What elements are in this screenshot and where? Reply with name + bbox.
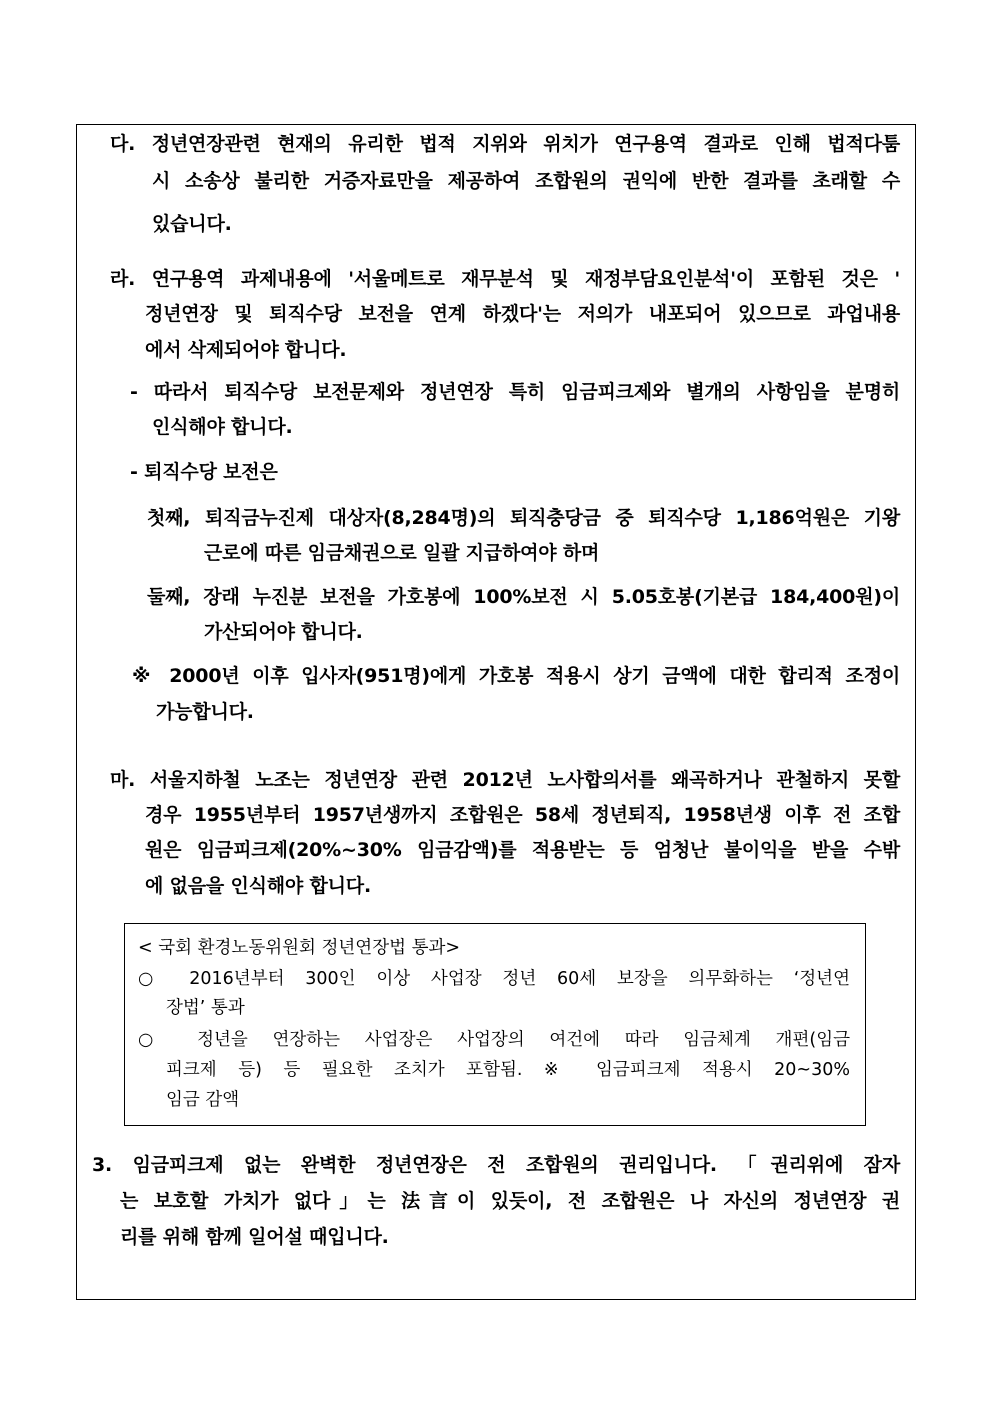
section-ma-line-4: 에 없음을 인식해야 합니다. xyxy=(145,875,371,897)
section-ma-line-2: 경우 1955년부터 1957년생까지 조합원은 58세 정년퇴직, 1958년생 이후 전 조합 xyxy=(145,804,900,826)
section-ma-line-1: 마. 서울지하철 노조는 정년연장 관련 2012년 노사합의서를 왜곡하거나 관철하지 못할 xyxy=(110,769,900,791)
section-ra-line-2: 정년연장 및 퇴직수당 보전을 연계 하겠다'는 저의가 내포되어 있으므로 과업내용 xyxy=(145,303,900,325)
bullet-1-line-1: - 따라서 퇴직수당 보전문제와 정년연장 특히 임금피크제와 별개의 사항임을 분명히 xyxy=(130,381,901,403)
bullet-2: - 퇴직수당 보전은 xyxy=(130,461,278,483)
law-notice-title: < 국회 환경노동위원회 정년연장법 통과> xyxy=(138,938,461,958)
section-da-line-2: 시 소송상 불리한 거증자료만을 제공하여 조합원의 권익에 반한 결과를 초래할 수 xyxy=(152,170,900,192)
note-line-1: ※ 2000년 이후 입사자(951명)에게 가호봉 적용시 상기 금액에 대한 합리적 조정이 xyxy=(132,665,900,687)
law-notice-item-2-line-2: 피크제 등) 등 필요한 조치가 포함됨. ※ 임금피크제 적용시 20~30% xyxy=(166,1060,850,1080)
section-da-line-3: 있습니다. xyxy=(152,213,232,235)
section-3-line-1: 3. 임금피크제 없는 완벽한 정년연장은 전 조합원의 권리입니다. 「권리위에 잠자 xyxy=(92,1154,900,1176)
section-da-line-1: 다. 정년연장관련 현재의 유리한 법적 지위와 위치가 연구용역 결과로 인해 법적다툼 xyxy=(110,133,900,155)
second-line-2: 가산되어야 합니다. xyxy=(204,621,363,643)
law-notice-item-2-line-3: 임금 감액 xyxy=(166,1090,240,1110)
law-notice-item-1-line-1: ○ 2016년부터 300인 이상 사업장 정년 60세 보장을 의무화하는 ‘정년연 xyxy=(138,969,850,989)
section-ra-line-3: 에서 삭제되어야 합니다. xyxy=(145,339,347,361)
first-line-2: 근로에 따른 임금채권으로 일괄 지급하여야 하며 xyxy=(204,542,600,564)
law-notice-item-1-line-2: 장법’ 통과 xyxy=(166,998,245,1018)
section-ma-line-3: 원은 임금피크제(20%~30% 임금감액)를 적용받는 등 엄청난 불이익을 받을 수밖 xyxy=(145,839,900,861)
second-line-1: 둘째, 장래 누진분 보전을 가호봉에 100%보전 시 5.05호봉(기본급 184,400원)이 xyxy=(147,586,900,608)
law-notice-item-2-line-1: ○ 정년을 연장하는 사업장은 사업장의 여건에 따라 임금체계 개편(임금 xyxy=(138,1030,850,1050)
note-line-2: 가능합니다. xyxy=(156,701,254,723)
bullet-1-line-2: 인식해야 합니다. xyxy=(152,416,293,438)
section-ra-line-1: 라. 연구용역 과제내용에 '서울메트로 재무분석 및 재정부담요인분석'이 포함된 것은 ' xyxy=(110,268,900,290)
section-3-line-3: 리를 위해 함께 일어설 때입니다. xyxy=(120,1226,389,1248)
first-line-1: 첫째, 퇴직금누진제 대상자(8,284명)의 퇴직충당금 중 퇴직수당 1,186억원은 기왕 xyxy=(147,507,900,529)
section-3-line-2: 는 보호할 가치가 없다」는 法言이 있듯이, 전 조합원은 나 자신의 정년연장 권 xyxy=(120,1190,900,1212)
